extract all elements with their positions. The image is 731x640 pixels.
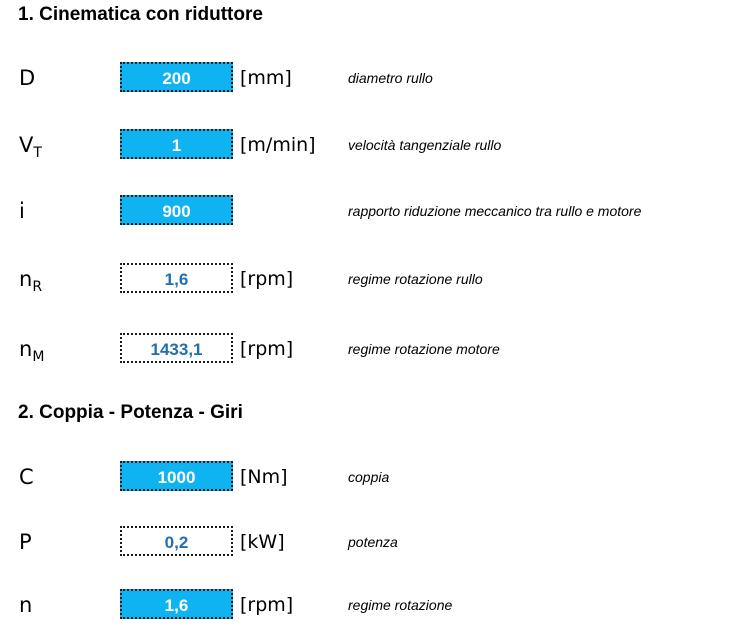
description-label: rapporto riduzione meccanico tra rullo e motore [348,203,642,219]
unit-label: [mm] [240,67,292,89]
row-tangential-speed [0,127,731,163]
row-reduction-ratio [0,193,731,229]
unit-label: [rpm] [240,268,294,290]
row-power [0,524,731,560]
description-label: potenza [348,534,398,550]
symbol-label: n [19,593,33,617]
symbol-label: P [19,530,32,554]
row-roller-rpm [0,261,731,297]
rotation-speed-input[interactable]: 1,6 [120,589,233,619]
symbol-label: D [19,66,36,90]
section-title-kinematics: 1. Cinematica con riduttore [18,4,263,25]
symbol-label: $n_R$ [19,267,43,295]
description-label: regime rotazione [348,597,453,613]
description-label: regime rotazione motore [348,341,500,357]
diameter-input[interactable]: 200 [120,62,233,92]
power-output: 0,2 [120,526,233,556]
reduction-ratio-input[interactable]: 900 [120,195,233,225]
description-label: velocità tangenziale rullo [348,137,502,153]
unit-label: [Nm] [240,466,288,488]
description-label: diametro rullo [348,70,433,86]
section-title-torque-power: 2. Coppia - Potenza - Giri [18,402,243,423]
row-motor-rpm [0,331,731,367]
description-label: coppia [348,469,390,485]
unit-label: [rpm] [240,338,294,360]
unit-label: [kW] [240,531,285,553]
motor-rpm-output: 1433,1 [120,333,233,363]
symbol-label: $V_T$ [19,133,42,161]
symbol-label: $n_M$ [19,337,45,365]
symbol-label: i [19,199,25,223]
row-torque [0,459,731,495]
tangential-speed-input[interactable]: 1 [120,129,233,159]
unit-label: [rpm] [240,594,294,616]
roller-rpm-output: 1,6 [120,263,233,293]
row-rotation-speed [0,587,731,623]
unit-label: [m/min] [240,134,316,156]
description-label: regime rotazione rullo [348,271,483,287]
torque-input[interactable]: 1000 [120,461,233,491]
row-diameter [0,60,731,96]
symbol-label: C [19,465,34,489]
